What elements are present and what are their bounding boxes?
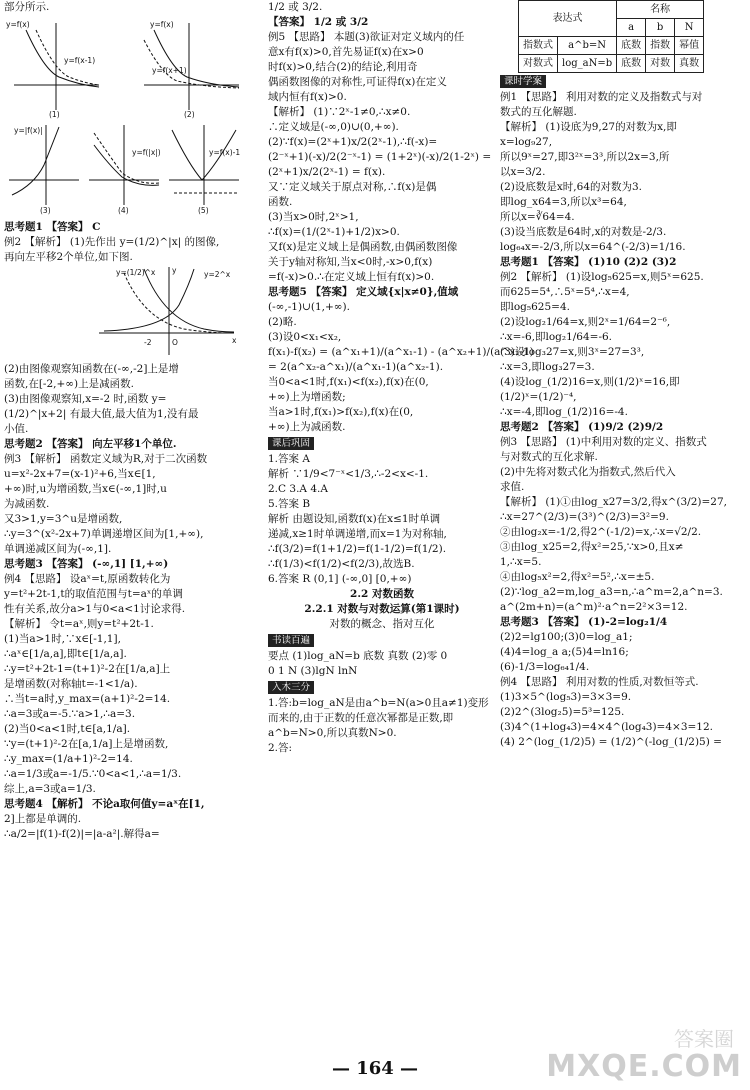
graph-label: x [232, 336, 237, 345]
text-line: ④由log₅x²=2,得x²=5²,∴x=±5. [500, 571, 655, 583]
text-line: (6)-1/3=log₆₄1/4. [500, 661, 590, 673]
text-line: 要点 (1)log_aN=b 底数 真数 (2)零 0 [268, 650, 448, 662]
text-line: 【解析】 令t=aˣ,则y=t²+2t-1. [4, 618, 154, 630]
text-line: (2)∵f(x)=(2ˣ+1)x/2(2ˣ-1),∴f(-x)= [268, 136, 438, 148]
text-line: 当0<a<1时,f(x₁)<f(x₂),f(x)在(0, [268, 376, 429, 388]
figure-label: y=|f(x)| [14, 126, 43, 135]
figure-label: y=f(x)-1 [209, 148, 241, 157]
text-line: (1/2)ˣ=(1/2)⁻⁴, [500, 391, 577, 403]
names-table [518, 0, 704, 73]
text-line: (2)∵log_a2=m,log_a3=n,∴a^m=2,a^n=3. [500, 586, 723, 598]
text-line: 又∵定义域关于原点对称,∴f(x)是偶 [268, 181, 437, 193]
table-cell: a^b=N [558, 37, 617, 55]
text-line: 再向左平移2个单位,如下图. [4, 251, 133, 263]
table-header: 表达式 [519, 1, 617, 37]
graph-label: -2 [144, 338, 152, 347]
text-line: ∴f(3/2)=f(1+1/2)=f(1-1/2)=f(1/2). [268, 543, 447, 555]
text-line: ∴aˣ∈[1/a,a],即t∈[1/a,a]. [4, 648, 127, 660]
text-line: 6.答案 R (0,1] (-∞,0] [0,+∞) [268, 573, 412, 585]
text-line: (3)设log₃27=x,则3ˣ=27=3³, [500, 346, 645, 358]
text-line: ∴a=1/3或a=-1/5.∵0<a<1,∴a=1/3. [4, 768, 182, 780]
text-line: 解析 ∵1/9<7⁻ˣ<1/3,∴-2<x<-1. [268, 468, 429, 480]
function-transform-figure [4, 15, 244, 215]
text-line: 例1 【思路】 利用对数的定义及指数式与对 [500, 91, 703, 103]
answer-line: 思考题3 【答案】 (-∞,1] [1,+∞) [4, 558, 169, 570]
text-line: (2)当0<a<1时,t∈[a,1/a]. [4, 723, 131, 735]
answer-line: 思考题4 【解析】 不论a取何值y=aˣ在[1, [4, 798, 205, 810]
answer-line: 思考题1 【答案】 (1)10 (2)2 (3)2 [500, 256, 677, 268]
text-line: 函数. [268, 196, 293, 208]
text-line: ∴当t=a时,y_max=(a+1)²-2=14. [4, 693, 171, 705]
text-line: ∴y=t²+2t-1=(t+1)²-2在[1/a,a]上 [4, 663, 171, 675]
text-line: ③由log_x25=2,得x²=25,∵x>0,且x≠ [500, 541, 684, 553]
panel-label: (3) [40, 206, 51, 215]
subsection-heading: 2.2.1 对数与对数运算(第1课时) [304, 603, 460, 615]
graph-label: y [172, 266, 177, 275]
text-line: 性有关系,故分a>1与0<a<1讨论求得. [4, 603, 186, 615]
text-line: 例3 【思路】 (1)中利用对数的定义、指数式 [500, 436, 707, 448]
text-line: 时f(x)>0,结合(2)的结论,利用奇 [268, 61, 418, 73]
text-line: 数式的互化解题. [500, 106, 577, 118]
text-line: (3)当x>0时,2ˣ>1, [268, 211, 359, 223]
graph-label: y=(1/2)^x [116, 268, 156, 277]
subsection-subtitle: 对数的概念、指对互化 [329, 618, 435, 630]
text-line: (4)4=log_a a;(5)4=ln16; [500, 646, 629, 658]
text-line: 小值. [4, 423, 29, 435]
graph-label: y=2^x [204, 270, 231, 279]
text-line: 1.答案 A [268, 453, 310, 465]
text-line: 与对数式的互化求解. [500, 451, 598, 463]
table-cell: 指数 [646, 37, 675, 55]
section-tag-deep: 入木三分 [268, 681, 314, 694]
text-line: (-∞,-1)∪(1,+∞). [268, 301, 350, 313]
text-line: 综上,a=3或a=1/3. [4, 783, 96, 795]
table-cell: b [646, 19, 675, 37]
watermark-cn: 答案圈 [674, 1027, 734, 1051]
text-line: (2⁻ˣ+1)(-x)/2(2⁻ˣ-1) = (1+2ˣ)(-x)/2(1-2ˣ) = [268, 151, 492, 163]
column-left [4, 0, 254, 842]
text-line: (4)设log_(1/2)16=x,则(1/2)ˣ=16,即 [500, 376, 680, 388]
table-row [519, 37, 704, 55]
text-line: 例3 【解析】 函数定义域为R,对于二次函数 [4, 453, 208, 465]
text-line: ∴定义域是(-∞,0)∪(0,+∞). [268, 121, 399, 133]
text-line: ∴a/2=|f(1)-f(2)|=|a-a²|.解得a= [4, 828, 160, 840]
text-line: (4) 2^(log_(1/2)5) = (1/2)^(-log_(1/2)5) = [500, 736, 722, 748]
text-line: (3)4^(1+log₄3)=4×4^(log₄3)=4×3=12. [500, 721, 714, 733]
text-line: 2.C 3.A 4.A [268, 483, 328, 495]
text-line: f(x₁)-f(x₂) = (a^x₁+1)/(a^x₁-1) - (a^x₂+1)/(a^x₂-1) [268, 346, 534, 358]
text-line: (1)当a>1时,∵x∈[-1,1], [4, 633, 121, 645]
text-line: 1.答:b=log_aN是由a^b=N(a>0且a≠1)变形 [268, 697, 489, 709]
text-line: 关于y轴对称知,当x<0时,-x>0,f(x) [268, 256, 433, 268]
text-line: (2)设log₂1/64=x,则2ˣ=1/64=2⁻⁶, [500, 316, 671, 328]
text-line: 为减函数. [4, 498, 50, 510]
answer-line: 思考题3 【答案】 (1)-2=log₂1/4 [500, 616, 668, 628]
text-line: 【解析】 (1)设底为9,27的对数为x,即 [500, 121, 677, 133]
text-line: (3)由图像观察知,x=-2 时,函数 y= [4, 393, 167, 405]
text-line: (1/2)^|x+2| 有最大值,最大值为1,没有最 [4, 408, 199, 420]
table-cell: 底数 [617, 37, 646, 55]
answer-line: 思考题2 【答案】 (1)9/2 (2)9/2 [500, 421, 664, 433]
text-line: 函数,在[-2,+∞)上是减函数. [4, 378, 134, 390]
text-line: +∞)上为减函数. [268, 421, 346, 433]
text-line: 例4 【思路】 设aˣ=t,原函数转化为 [4, 573, 171, 585]
text-line: log₆₄x=-2/3,所以x=64^(-2/3)=1/16. [500, 241, 686, 253]
text-line: (3)设当底数是64时,x的对数是-2/3. [500, 226, 667, 238]
text-line: 递减,x≥1时单调递增,而x=1为对称轴, [268, 528, 447, 540]
text-line: u=x²-2x+7=(x-1)²+6,当x∈[1, [4, 468, 156, 480]
text-line: ∵y=(t+1)²-2在[a,1/a]上是增函数, [4, 738, 169, 750]
text-line: a^(2m+n)=(a^m)²·a^n=2²×3=12. [500, 601, 688, 613]
text-line: (3)设0<x₁<x₂, [268, 331, 342, 343]
text-line: (2)2=lg100;(3)0=log_a1; [500, 631, 633, 643]
text-line: 以x=3/2. [500, 166, 546, 178]
text-line: 例4 【思路】 利用对数的性质,对数恒等式. [500, 676, 699, 688]
text-line: 例2 【解析】 (1)先作出 y=(1/2)^|x| 的图像, [4, 236, 220, 248]
figure-label: y=f(x) [150, 20, 174, 29]
text-line: 求值. [500, 481, 525, 493]
text-line: 偶函数图像的对称性,可证得f(x)在定义 [268, 76, 447, 88]
text-line: ∴x=27^(2/3)=(3³)^(2/3)=3²=9. [500, 511, 669, 523]
text-line: = 2(a^x₂-a^x₁)/(a^x₁-1)(a^x₂-1). [268, 361, 444, 373]
watermark: MXQE.COM [546, 1049, 742, 1084]
text-line: (2)由图像观察知函数在(-∞,-2]上是增 [4, 363, 179, 375]
text-line: (2ˣ+1)x/2(2ˣ-1) = f(x). [268, 166, 386, 178]
table-cell: log_aN=b [558, 55, 617, 73]
text-line: y=t²+2t-1,t的取值范围与t=aˣ的单调 [4, 588, 183, 600]
page-number: — 164 — [331, 1058, 419, 1079]
text-line: ∴f(1/3)<f(1/2)<f(2/3),故选B. [268, 558, 415, 570]
text-line: 例2 【解析】 (1)设log₅625=x,则5ˣ=625. [500, 271, 704, 283]
answer-line: 【答案】 1/2 或 3/2 [268, 16, 369, 28]
figure-label: y=f(x+1) [152, 66, 187, 75]
text-line: 2.答: [268, 742, 293, 754]
text-line: 【解析】 (1)∵2ˣ-1≠0,∴x≠0. [268, 106, 411, 118]
text-line: 是增函数(对称轴t=-1<1/a). [4, 678, 138, 690]
text-line: 当a>1时,f(x₁)>f(x₂),f(x)在(0, [268, 406, 414, 418]
table-cell: 真数 [675, 55, 704, 73]
text-line: (2)中先将对数式化为指数式,然后代入 [500, 466, 676, 478]
column-right [500, 0, 746, 750]
text-line: =f(-x)>0.∴在定义域上恒有f(x)>0. [268, 271, 435, 283]
text-line: ∴a=3或a=-5.∵a>1,∴a=3. [4, 708, 136, 720]
text-line: 域内恒有f(x)>0. [268, 91, 347, 103]
text-line: x=log₉27, [500, 136, 553, 148]
table-cell: 对数式 [519, 55, 558, 73]
text-line: 即log₅625=4. [500, 301, 570, 313]
table-row [519, 55, 704, 73]
text-line: 意x有f(x)>0,首先易证f(x)在x>0 [268, 46, 424, 58]
section-tag-reading: 书读百遍 [268, 634, 314, 647]
text-line: (2)2^(3log₂5)=5³=125. [500, 706, 625, 718]
text-line: 而来的,由于正数的任意次幂都是正数,即 [268, 712, 454, 724]
text-line: 即log_x64=3,所以x³=64, [500, 196, 627, 208]
graph-label: O [172, 338, 178, 347]
section-heading: 2.2 对数函数 [350, 588, 414, 600]
text-line: (2)略. [268, 316, 297, 328]
table-header: 名称 [617, 1, 704, 19]
table-cell: N [675, 19, 704, 37]
panel-label: (5) [198, 206, 209, 215]
text-line: 所以x=∛64=4. [500, 211, 575, 223]
text-line: 而625=5⁴,∴5ˣ=5⁴,∴x=4, [500, 286, 630, 298]
table-cell: 幂值 [675, 37, 704, 55]
text-line: a^b=N>0,所以真数N>0. [268, 727, 397, 739]
text-line: 又f(x)是定义域上是偶函数,由偶函数图像 [268, 241, 458, 253]
text-line: 【解析】 (1)①由log_x27=3/2,得x^(3/2)=27, [500, 496, 727, 508]
text-line: 所以9ˣ=27,即3²ˣ=3³,所以2x=3,所 [500, 151, 670, 163]
section-tag-review: 课后巩固 [268, 437, 314, 450]
figure-label: y=f(|x|) [132, 148, 161, 157]
text-line: ∴y_max=(1/a+1)²-2=14. [4, 753, 133, 765]
text-line: ②由log₂x=-1/2,得2^(-1/2)=x,∴x=√2/2. [500, 526, 702, 538]
text-line: ∴x=-4,即log_(1/2)16=-4. [500, 406, 628, 418]
text-line: ∴x=3,即log₃27=3. [500, 361, 595, 373]
table-cell: 底数 [617, 55, 646, 73]
text-line: 2]上都是单调的. [4, 813, 82, 825]
answer-line: 思考题5 【答案】 定义域{x|x≠0},值域 [268, 286, 459, 298]
panel-label: (4) [118, 206, 129, 215]
text-line: 例5 【思路】 本题(3)欲证对定义域内的任 [268, 31, 465, 43]
figure-label: y=f(x-1) [64, 56, 96, 65]
panel-label: (2) [184, 110, 195, 119]
text-line: +∞)时,u为增函数,当x∈(-∞,1]时,u [4, 483, 167, 495]
text-line: 1,∴x=5. [500, 556, 542, 568]
text-line: 又3>1,y=3^u是增函数, [4, 513, 123, 525]
table-cell: 指数式 [519, 37, 558, 55]
text-line: 解析 由题设知,函数f(x)在x≤1时单调 [268, 513, 441, 525]
text-line: (1)3×5^(log₅3)=3×3=9. [500, 691, 632, 703]
text-line: 单调递减区间为(-∞,1]. [4, 543, 112, 555]
panel-label: (1) [49, 110, 60, 119]
table-cell: 对数 [646, 55, 675, 73]
text-line: ∴f(x)=(1/(2ˣ-1)+1/2)x>0. [268, 226, 400, 238]
text-line: (2)设底数是x时,64的对数为3. [500, 181, 643, 193]
text-line: ∴y=3^(x²-2x+7)单调递增区间为[1,+∞), [4, 528, 204, 540]
text-line: ∴x=-6,即log₂1/64=-6. [500, 331, 613, 343]
answer-line: 思考题1 【答案】 C [4, 221, 101, 233]
text-line: 0 1 N (3)lgN lnN [268, 665, 358, 677]
text-line: 部分所示. [4, 1, 50, 13]
exponential-graph-figure [4, 265, 244, 357]
text-line: 1/2 或 3/2. [268, 1, 323, 13]
text-line: 5.答案 B [268, 498, 311, 510]
section-tag-lesson: 课时学案 [500, 75, 546, 88]
figure-label: y=f(x) [6, 20, 30, 29]
table-cell: a [617, 19, 646, 37]
text-line: +∞)上为增函数; [268, 391, 346, 403]
answer-line: 思考题2 【答案】 向左平移1个单位. [4, 438, 177, 450]
